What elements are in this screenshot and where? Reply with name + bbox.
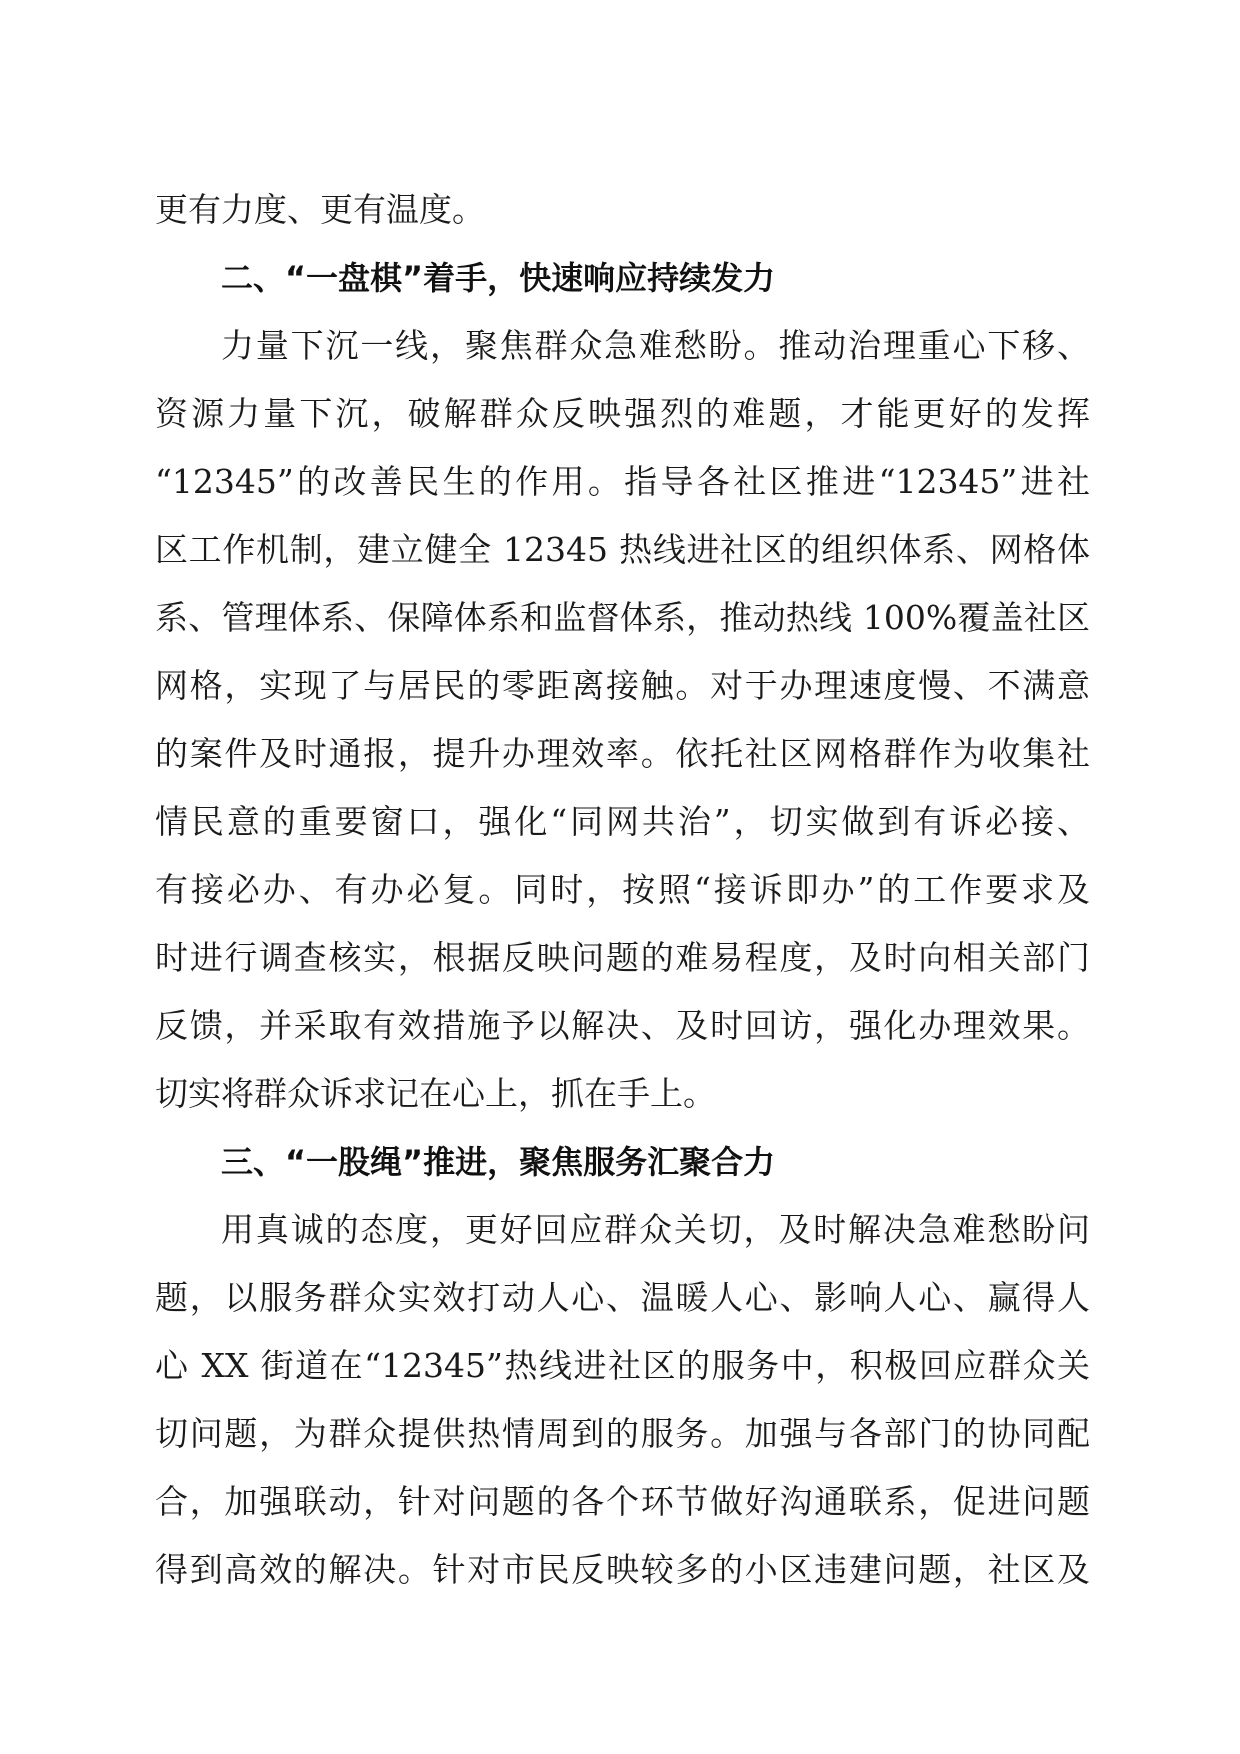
- paragraph-line: 得到高效的解决。针对市民反映较多的小区违建问题，社区及: [155, 1550, 1090, 1589]
- section-2-paragraph: [155, 312, 1090, 1128]
- paragraph-continuation: 更有力度、更有温度。: [155, 190, 485, 229]
- paragraph-line: 时进行调查核实，根据反映问题的难易程度，及时向相关部门: [155, 938, 1090, 977]
- body-text: [155, 176, 1090, 1604]
- paragraph-line: “12345”的改善民生的作用。指导各社区推进“12345”进社: [155, 462, 1090, 501]
- paragraph-line: 网格，实现了与居民的零距离接触。对于办理速度慢、不满意: [155, 666, 1090, 705]
- paragraph-line: 合，加强联动，针对问题的各个环节做好沟通联系，促进问题: [155, 1482, 1090, 1521]
- paragraph-line: 资源力量下沉，破解群众反映强烈的难题，才能更好的发挥: [155, 394, 1090, 433]
- paragraph-line: 切问题，为群众提供热情周到的服务。加强与各部门的协同配: [155, 1414, 1090, 1453]
- section-heading-3: 三、“一股绳”推进，聚焦服务汇聚合力: [221, 1143, 776, 1181]
- paragraph-line: 系、管理体系、保障体系和监督体系，推动热线 100%覆盖社区: [155, 598, 1090, 637]
- paragraph-line: 反馈，并采取有效措施予以解决、及时回访，强化办理效果。: [155, 1006, 1090, 1045]
- section-heading-2: 二、“一盘棋”着手，快速响应持续发力: [221, 259, 776, 297]
- paragraph-line: 切实将群众诉求记在心上，抓在手上。: [155, 1074, 716, 1113]
- paragraph-line: 区工作机制，建立健全 12345 热线进社区的组织体系、网格体: [155, 530, 1090, 569]
- paragraph-line: 有接必办、有办必复。同时，按照“接诉即办”的工作要求及: [155, 870, 1090, 909]
- paragraph-line: 题，以服务群众实效打动人心、温暖人心、影响人心、赢得人: [155, 1278, 1090, 1317]
- paragraph-line: 力量下沉一线，聚焦群众急难愁盼。推动治理重心下移、: [221, 326, 1090, 365]
- paragraph-line: 用真诚的态度，更好回应群众关切，及时解决急难愁盼问: [221, 1210, 1090, 1249]
- section-3-paragraph: [155, 1196, 1090, 1604]
- paragraph-line: 情民意的重要窗口，强化“同网共治”，切实做到有诉必接、: [155, 802, 1090, 841]
- paragraph-line: 的案件及时通报，提升办理效率。依托社区网格群作为收集社: [155, 734, 1090, 773]
- paragraph-line: 心 XX 街道在“12345”热线进社区的服务中，积极回应群众关: [155, 1346, 1090, 1385]
